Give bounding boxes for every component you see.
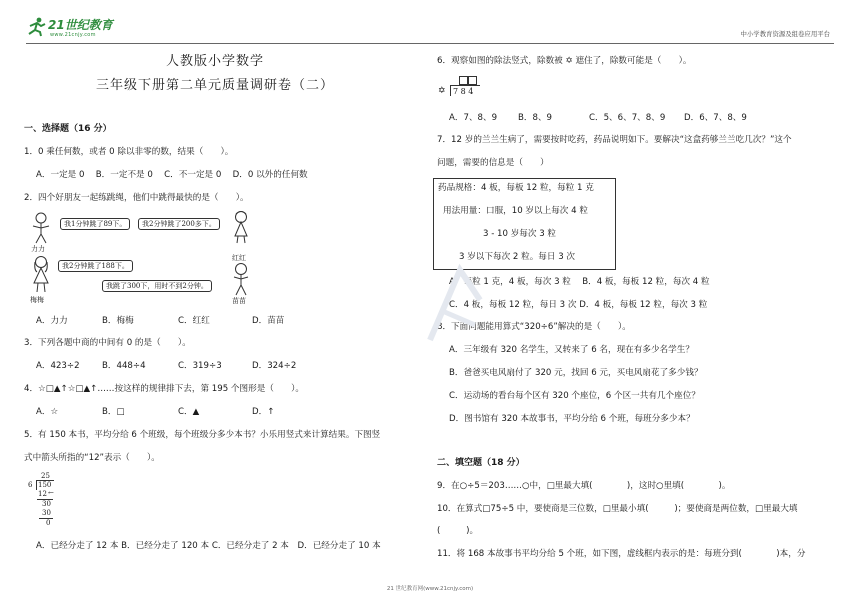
- q11-text: 11．将 168 本故事书平均分给 5 个班，如下图，虚线框内表示的是：每班分到( )本，分: [437, 549, 806, 559]
- q2-bubble-miaomiao: 我跳了300下，用时不到2分钟。: [102, 280, 212, 292]
- q7-text-line2: 问题，需要的信息是（ ）: [437, 158, 549, 168]
- q6-option-a: A．7、8、9: [449, 113, 498, 123]
- q2-text: 2．四个好朋友一起练跳绳，他们中跳得最快的是（ ）。: [24, 193, 249, 203]
- q8-option-c: C．运动场的看台每个区有 320 个座位，6 个区一共有几个座位？: [449, 391, 700, 401]
- q7-medicine-info-box: [433, 178, 616, 270]
- q5-remainder: 0: [46, 519, 51, 527]
- q4-option-c: C．▲: [178, 407, 200, 417]
- q6-box-1: [459, 76, 468, 85]
- q2-name-lili: 力力: [31, 245, 45, 253]
- q2-option-c: C．红红: [178, 316, 210, 326]
- q3-option-b: B．448÷4: [102, 361, 146, 371]
- q5-step-12: 12: [38, 490, 47, 498]
- page-footer: 21 世纪教育网(www.21cnjy.com): [386, 586, 474, 592]
- q7-options-line2: C．4 板，每板 12 粒，每日 3 次 D．4 板，每板 12 粒，每次 3 粒: [449, 300, 708, 310]
- q7-box-line2: 用法用量：口服，10 岁以上每次 4 粒: [443, 206, 588, 216]
- q4-text: 4．☆□▲↑☆□▲↑……按这样的规律排下去，第 195 个图形是（ ）。: [24, 384, 304, 394]
- q2-option-d: D．苗苗: [252, 316, 285, 326]
- logo-url: www.21cnjy.com: [50, 32, 96, 38]
- q1-text: 1．0 乘任何数，或者 0 除以非零的数，结果（ ）。: [24, 147, 234, 157]
- q6-option-b: B．8、9: [518, 113, 553, 123]
- q9-text: 9．在○÷5＝203……○中，□里最大填( )，这时○里填( )。: [437, 481, 731, 491]
- q2-bubble-lili: 我1分钟跳了89下。: [60, 218, 130, 230]
- q3-text: 3．下列各题中商的中间有 0 的是（ ）。: [24, 338, 191, 348]
- q3-option-a: A．423÷2: [36, 361, 80, 371]
- q5-step-30b: 30: [42, 509, 51, 517]
- star-of-david-icon: ✡: [438, 86, 446, 96]
- q2-option-b: B．梅梅: [102, 316, 134, 326]
- child-honghong-icon: [230, 210, 252, 244]
- q2-bubble-meimei: 我2分钟跳了188下。: [58, 260, 133, 272]
- q6-box-2: [468, 76, 477, 85]
- section2-heading: 二、填空题（18 分）: [437, 458, 525, 468]
- q3-option-c: C．319÷3: [178, 361, 222, 371]
- q5-divisor: 6: [28, 481, 33, 489]
- q5-dividend: 150: [38, 481, 52, 489]
- q2-name-meimei: 梅梅: [30, 296, 44, 304]
- q6-option-d: D．6、7、8、9: [684, 113, 747, 123]
- q6-dividend: 7 8 4: [453, 87, 474, 96]
- q3-option-d: D．324÷2: [252, 361, 297, 371]
- q7-box-line1: 药品规格：4 板，每板 12 粒，每粒 1 克: [438, 183, 594, 193]
- q7-box-line4: 3 岁以下每次 2 粒。每日 3 次: [459, 252, 575, 262]
- q7-box-line3: 3 - 10 岁每次 3 粒: [483, 229, 557, 239]
- header-divider: [26, 43, 834, 44]
- section1-heading: 一、选择题（16 分）: [24, 124, 112, 134]
- q7-options-line1: A．每粒 1 克，4 板，每次 3 粒 B．4 板，每板 12 粒，每次 4 粒: [449, 277, 710, 287]
- exam-title: 三年级下册第二单元质量调研卷（二）: [95, 78, 334, 93]
- arrow-left-icon: ←: [48, 489, 54, 497]
- q2-option-a: A．力力: [36, 316, 68, 326]
- runner-logo-icon: [26, 17, 48, 37]
- q8-option-b: B．爸爸买电风扇付了 320 元，找回 6 元，买电风扇花了多少钱？: [449, 368, 703, 378]
- q5-text-line1: 5．有 150 本书，平均分给 6 个班级，每个班级分多少本书？小乐用竖式来计算结果。下图竖: [24, 430, 381, 440]
- q5-long-division: [26, 472, 86, 532]
- q5-step-30a: 30: [42, 500, 51, 508]
- q2-name-honghong: 红红: [232, 254, 246, 262]
- platform-name: 中小学教育资源及组卷应用平台: [740, 30, 830, 38]
- q8-text: 8．下面问题能用算式“320÷6”解决的是（ ）。: [437, 322, 631, 332]
- logo-brand: 21世纪教育: [48, 18, 113, 32]
- q5-options: A．已经分走了 12 本 B．已经分走了 120 本 C．已经分走了 2 本 D．已经分走了 10 本: [36, 541, 381, 551]
- q4-option-d: D．↑: [252, 407, 275, 417]
- q6-text: 6．观察如图的除法竖式，除数被 ✡ 遮住了，除数可能是（ ）。: [437, 56, 692, 66]
- q7-text-line1: 7．12 岁的兰兰生病了，需要按时吃药，药品说明如下。要解决“这盒药够兰兰吃几次？”这个: [437, 135, 792, 145]
- watermark-logo-icon: [420, 260, 490, 350]
- q4-option-b: B．□: [102, 407, 125, 417]
- q5-quotient: 25: [41, 472, 50, 480]
- q2-bubble-honghong: 我2分钟跳了200多下。: [138, 218, 220, 230]
- q5-text-line2: 式中箭头所指的“12”表示（ ）。: [24, 453, 160, 463]
- site-logo: [26, 15, 114, 41]
- q8-option-d: D．图书馆有 320 本故事书，平均分给 6 个班，每班分多少本？: [449, 414, 695, 424]
- q8-option-a: A．三年级有 320 名学生，又转来了 6 名，现在有多少名学生？: [449, 345, 694, 355]
- q4-option-a: A．☆: [36, 407, 59, 417]
- q6-division-figure: [438, 74, 498, 104]
- q2-name-miaomiao: 苗苗: [232, 297, 246, 305]
- q10-text-line1: 10．在算式□75÷5 中，要使商是三位数，□里最小填( )；要使商是两位数，□里最大填: [437, 504, 798, 514]
- q10-text-line2: ( )。: [437, 526, 479, 536]
- child-lili-icon: [30, 212, 52, 244]
- q1-options: A．一定是 0 B．一定不是 0 C．不一定是 0 D．0 以外的任何数: [36, 170, 308, 180]
- q6-option-c: C．5、6、7、8、9: [589, 113, 666, 123]
- child-miaomiao-icon: [230, 262, 252, 296]
- child-meimei-icon: [30, 255, 52, 293]
- exam-subject-title: 人教版小学数学: [165, 54, 264, 69]
